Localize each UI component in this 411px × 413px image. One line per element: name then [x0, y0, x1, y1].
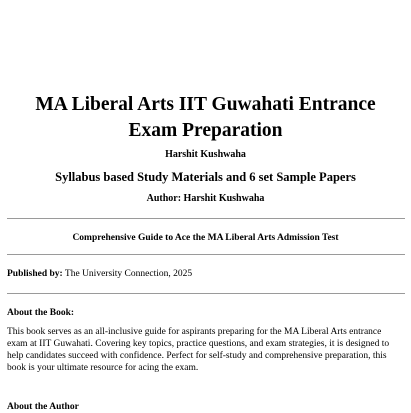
publisher-value: The University Connection, 2025: [64, 269, 193, 279]
book-title-line-2: Exam Preparation: [128, 120, 283, 141]
paragraph-line: book is your ultimate resource for acing the exam.: [7, 363, 199, 373]
publisher-label: Published by:: [7, 269, 63, 279]
about-author-heading: About the Author: [7, 402, 79, 412]
book-tagline: Comprehensive Guide to Ace the MA Liberal Arts Admission Test: [72, 233, 339, 243]
author-name: Harshit Kushwaha: [165, 149, 246, 160]
paragraph-line: exam at IIT Guwahati. Covering key topics, practice questions, and exam strategies, it is designed to: [7, 339, 390, 349]
author-credit: Author: Harshit Kushwaha: [146, 193, 265, 204]
divider: [7, 254, 405, 255]
paragraph-line: This book serves as an all-inclusive guide for aspirants preparing for the MA Liberal Arts entrance: [7, 327, 382, 337]
divider: [7, 218, 405, 219]
book-subtitle: Syllabus based Study Materials and 6 set Sample Papers: [55, 170, 356, 184]
about-book-heading: About the Book:: [7, 308, 75, 318]
book-title-line-1: MA Liberal Arts IIT Guwahati Entrance: [35, 94, 376, 115]
divider: [7, 293, 405, 294]
publisher-line: [7, 268, 192, 280]
about-book-paragraph: [7, 326, 405, 374]
paragraph-line: help candidates succeed with confidence. Perfect for self-study and comprehensive preparation, this: [7, 351, 387, 361]
